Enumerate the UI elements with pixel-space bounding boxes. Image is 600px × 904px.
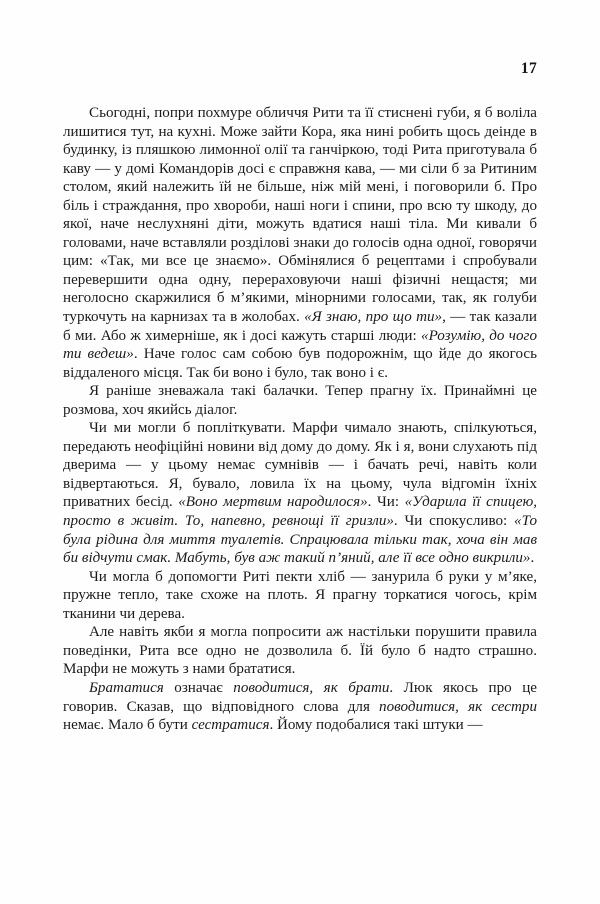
paragraph [63, 104, 537, 382]
text-run: . Чи: [367, 494, 405, 511]
italic-run: «Ударила її спицею, просто в живіт. То, напевно, ревнощі її гризли» [63, 494, 538, 530]
italic-run: «То була рідина для миття туалетів. Спрацювала тільки так, хоча він мав би відчути смак. Мабуть, був аж такий п’яний, але її все одно викрили» [63, 513, 537, 567]
text-run: немає. Мало б бути [63, 717, 192, 734]
italic-run: Брататися [89, 679, 164, 696]
paragraph [63, 568, 537, 624]
page-number: 17 [520, 60, 537, 77]
paragraph [63, 679, 537, 735]
italic-run: сестратися [191, 717, 270, 734]
text-run: . Чи спокусливо: [393, 513, 515, 530]
paragraph [63, 419, 537, 567]
paragraph [63, 623, 537, 679]
paragraph [63, 382, 537, 419]
italic-run: «Я знаю, про що ти» [304, 309, 443, 326]
text-run: , — так казали б ми. Або ж химерніше, як і досі кажуть старші люди: [63, 309, 538, 344]
body-text-block [63, 104, 537, 735]
italic-run: «Воно мертвим народилося» [178, 494, 368, 511]
text-run: Чи могла б допомогти Риті пекти хліб — занурила б руки у м’яке, пружне тепло, таке схоже на плоть. Я прагну торкатися чогось, крім тканини чи дерева. [63, 568, 537, 622]
text-run: . Наче голос сам собою був подорожнім, що йде до якогось віддаленого місця. Так би воно і було, так воно і є. [63, 346, 537, 381]
italic-run: поводитися, як брати [233, 679, 390, 696]
text-run: означає [163, 679, 234, 696]
text-run: . Люк якось про це говорив. Сказав, що відповідного слова для [63, 679, 538, 715]
text-run: Але навіть якби я могла попросити аж настільки порушити правила поведінки, Рита все одно не дозволила б. Їй було б надто страшно. Марфи не можуть з нами брататися. [63, 624, 537, 678]
text-run: Я раніше зневажала такі балачки. Тепер прагну їх. Принаймні це розмова, хоч якийсь діалог. [63, 383, 537, 418]
italic-run: поводитися, як сестри [379, 698, 537, 715]
text-run: . [530, 550, 535, 567]
text-run: . Йому подобалися такі штуки — [269, 717, 483, 734]
text-run: Чи ми могли б попліткувати. Марфи чимало знають, спілкуються, передають неофіційні новини від дому до дому. Як і я, вони слухають під дверима — у цьому немає сумнівів — і бачать речі, навіть коли відвертаються. Я, бувало, ловила їх на цьому, чула відгомін їхніх приватних бесід. [63, 420, 537, 511]
text-run: Сьогодні, попри похмуре обличчя Рити та її стиснені губи, я б воліла лишитися тут, на кухні. Може зайти Кора, яка нині робить щось деінде в будинку, із пляшкою лимонної олії та ганчіркою, тоді Рита приготувала б каву — у домі Командорів досі є справжня кава, — ми сіли б за Ритиним столом, який належить їй не більше, ніж мій мені, і поговорили б. Про біль і страждання, про хвороби, наші ноги і спини, про всю ту шкоду, до якої, наче неслухняні діти, можуть вдатися наші тіла. Ми кивали б головами, наче вставляли розділові знаки до голосів одна одної, говорячи цим: «Так, ми все це знаємо». Обмінялися б рецептами і спробували перевершити одна одну, перераховуючи наші фізичні нещастя; ми неголосно скаржилися б м’якими, мінорними голосами, так, як голуби туркочуть на карнизах та в жолобах. [63, 105, 537, 326]
italic-run: «Розумію, до чого ти ведеш» [63, 327, 537, 363]
